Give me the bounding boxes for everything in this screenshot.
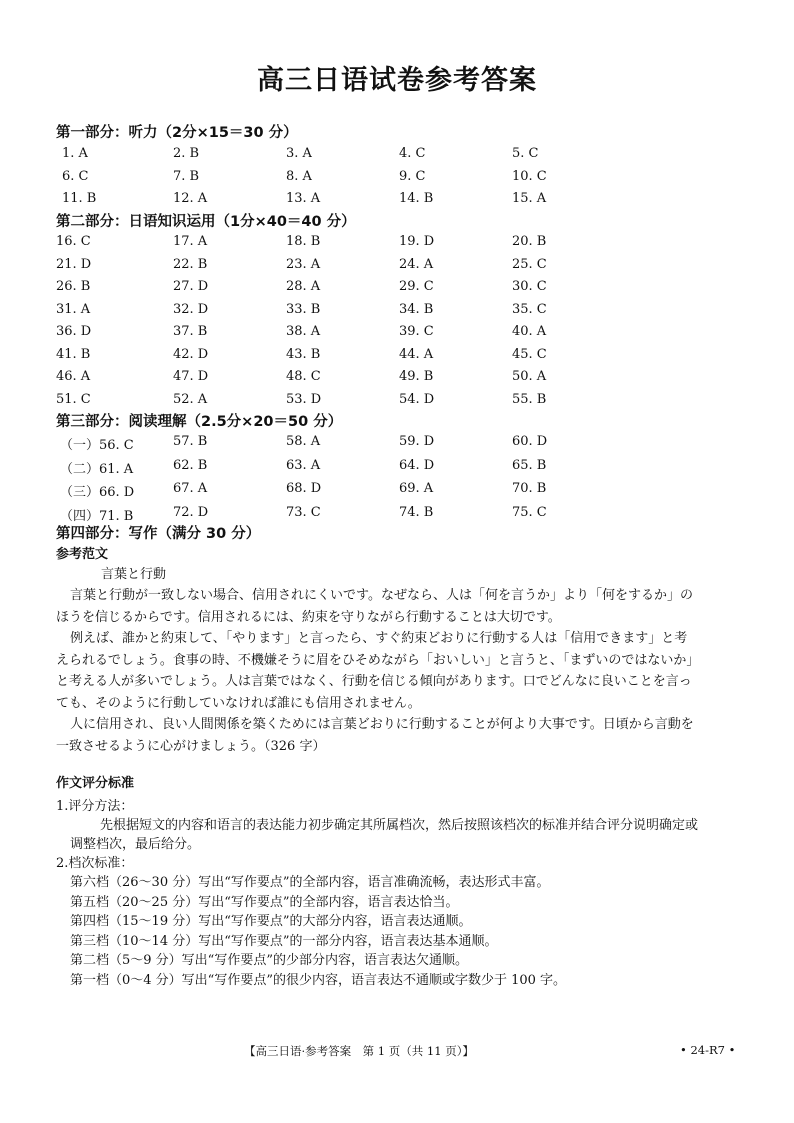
answer-item: 9. C (399, 168, 426, 184)
answer-item: 24. A (399, 256, 434, 272)
answer-item: 6. C (62, 168, 89, 184)
answer-item: 25. C (512, 256, 547, 272)
sample-essay-label: 参考范文 (56, 547, 109, 562)
answer-item: 11. B (62, 191, 97, 206)
answer-item: （一）56. C (60, 438, 134, 453)
essay-line: 人に信用され、良い人間関係を築くためには言葉どおりに行動することが何より大事です。日頃から言動を (70, 717, 694, 732)
answer-item: 45. C (512, 346, 547, 362)
answer-item: 30. C (512, 279, 547, 294)
criteria-level: 第二档（5～9 分）写出“写作要点”的少部分内容，语言表达欠通顺。 (70, 953, 468, 968)
answer-row (0, 392, 794, 412)
answer-item: 31. A (56, 301, 91, 317)
answer-item: 62. B (173, 457, 208, 473)
answer-item: 57. B (173, 434, 208, 449)
answer-item: 53. D (286, 391, 322, 407)
essay-title: 言葉と行動 (101, 567, 167, 582)
answer-item: 33. B (286, 301, 321, 317)
answer-item: 65. B (512, 457, 547, 473)
answer-row (0, 324, 794, 344)
essay-line: えられるでしょう。食事の時、不機嫌そうに眉をひそめながら「おいしい」と言うと、「まずいのではないか」 (56, 652, 700, 668)
answer-row (0, 234, 794, 254)
answer-item: 75. C (512, 504, 547, 520)
answer-item: 69. A (399, 481, 434, 496)
answer-item: 74. B (399, 504, 434, 520)
answer-row (0, 302, 794, 322)
answer-item: 22. B (173, 256, 208, 272)
answer-item: 38. A (286, 324, 321, 339)
answer-item: 32. D (173, 301, 209, 317)
answer-row (0, 458, 794, 478)
part3-heading: 第三部分：阅读理解（2.5分×20＝50 分） (56, 414, 343, 430)
criteria-levels-label: 2.档次标准： (56, 856, 134, 871)
page-title: 高三日语试卷参考答案 (257, 65, 537, 96)
answer-item: 26. B (56, 279, 91, 294)
answer-item: 20. B (512, 234, 547, 249)
answer-item: 21. D (56, 256, 92, 272)
answer-item: 48. C (286, 369, 321, 384)
answer-row (0, 434, 794, 454)
answer-item: 7. B (173, 168, 200, 184)
answer-item: 47. D (173, 369, 209, 384)
answer-item: 70. B (512, 481, 547, 496)
criteria-level: 第一档（0～4 分）写出“写作要点”的很少内容，语言表达不通顺或字数少于 100 字。 (70, 972, 567, 988)
answer-item: 43. B (286, 346, 321, 362)
criteria-heading: 作文评分标准 (56, 776, 135, 791)
answer-item: 50. A (512, 369, 547, 384)
answer-item: 49. B (399, 369, 434, 384)
answer-item: 63. A (286, 457, 321, 473)
answer-item: 46. A (56, 369, 91, 384)
answer-item: 12. A (173, 191, 208, 206)
part2-heading: 第二部分：日语知识运用（1分×40＝40 分） (56, 214, 356, 230)
answer-row (0, 481, 794, 501)
essay-line: ても、そのように行動していなければ誰にも信用されません。 (56, 695, 421, 711)
answer-item: 23. A (286, 256, 321, 272)
answer-item: 73. C (286, 504, 321, 520)
essay-line: と考える人が多いでしょう。人は言葉ではなく、行動を信じる傾向があります。口でどんなに良いことを言っ (56, 674, 692, 689)
answer-item: 54. D (399, 391, 435, 407)
criteria-method-line: 先根据短文的内容和语言的表达能力初步确定其所属档次，然后按照该档次的标准并结合评分说明确定或 (100, 818, 699, 833)
answer-item: 55. B (512, 391, 547, 407)
answer-item: 10. C (512, 168, 547, 184)
answer-item: 37. B (173, 324, 208, 339)
answer-item: 15. A (512, 191, 547, 206)
answer-item: 18. B (286, 234, 321, 249)
criteria-level: 第六档（26～30 分）写出“写作要点”的全部内容，语言准确流畅，表达形式丰富。 (70, 875, 550, 890)
answer-item: 5. C (512, 146, 539, 161)
footer-page-info: 【高三日语·参考答案 第 1 页（共 11 页）】 (244, 1044, 474, 1058)
answer-row (0, 369, 794, 389)
answer-item: 60. D (512, 434, 548, 449)
answer-item: 36. D (56, 324, 92, 339)
answer-item: 29. C (399, 279, 434, 294)
answer-item: 14. B (399, 191, 434, 206)
criteria-level: 第三档（10～14 分）写出“写作要点”的一部分内容，语言表达基本通顺。 (70, 933, 498, 949)
answer-item: 4. C (399, 146, 426, 161)
footer-code: • 24-R7 • (680, 1043, 736, 1057)
essay-line: 例えば、誰かと約束して、「やります」と言ったら、すぐ約束どおりに行動する人は「信用できます」と考 (70, 631, 688, 646)
answer-item: 3. A (286, 146, 312, 161)
answer-item: （二）61. A (60, 461, 134, 477)
answer-item: 8. A (286, 168, 312, 184)
answer-item: 44. A (399, 346, 434, 362)
essay-line: 一致させるように心がけましょう。（326 字） (56, 738, 326, 754)
criteria-level: 第五档（20～25 分）写出“写作要点”的全部内容，语言表达恰当。 (70, 894, 459, 910)
answer-item: 27. D (173, 279, 209, 294)
answer-item: 28. A (286, 279, 321, 294)
criteria-method-line: 调整档次，最后给分。 (70, 837, 201, 852)
answer-item: 16. C (56, 234, 91, 249)
essay-line: 言葉と行動が一致しない場合、信用されにくいです。なぜなら、人は「何を言うか」より「何をするか」の (70, 588, 693, 603)
part4-heading: 第四部分：写作（满分 30 分） (56, 526, 261, 542)
answer-row (0, 146, 794, 166)
answer-item: 35. C (512, 301, 547, 317)
answer-item: 64. D (399, 457, 435, 473)
answer-item: （三）66. D (60, 485, 135, 500)
answer-item: 51. C (56, 391, 91, 407)
answer-item: 17. A (173, 234, 208, 249)
essay-line: ほうを信じるからです。信用されるには、約束を守りながら行動することは大切です。 (56, 609, 561, 625)
answer-row (0, 347, 794, 367)
answer-item: 41. B (56, 346, 91, 362)
answer-item: 1. A (62, 146, 88, 161)
answer-row (0, 169, 794, 189)
answer-row (0, 279, 794, 299)
answer-item: 58. A (286, 434, 321, 449)
answer-item: 52. A (173, 391, 208, 407)
answer-item: 42. D (173, 346, 209, 362)
criteria-method-label: 1.评分方法： (56, 799, 134, 814)
answer-item: 19. D (399, 234, 435, 249)
answer-item: 72. D (173, 504, 209, 520)
answer-item: 67. A (173, 481, 208, 496)
part1-heading: 第一部分：听力（2分×15＝30 分） (56, 125, 298, 141)
answer-row (0, 257, 794, 277)
answer-item: 39. C (399, 324, 434, 339)
answer-item: （四）71. B (60, 508, 134, 524)
answer-item: 68. D (286, 481, 322, 496)
answer-item: 40. A (512, 324, 547, 339)
answer-item: 2. B (173, 146, 200, 161)
answer-row (0, 191, 794, 211)
answer-item: 34. B (399, 301, 434, 317)
answer-item: 59. D (399, 434, 435, 449)
criteria-level: 第四档（15～19 分）写出“写作要点”的大部分内容，语言表达通顺。 (70, 914, 472, 929)
answer-item: 13. A (286, 191, 321, 206)
